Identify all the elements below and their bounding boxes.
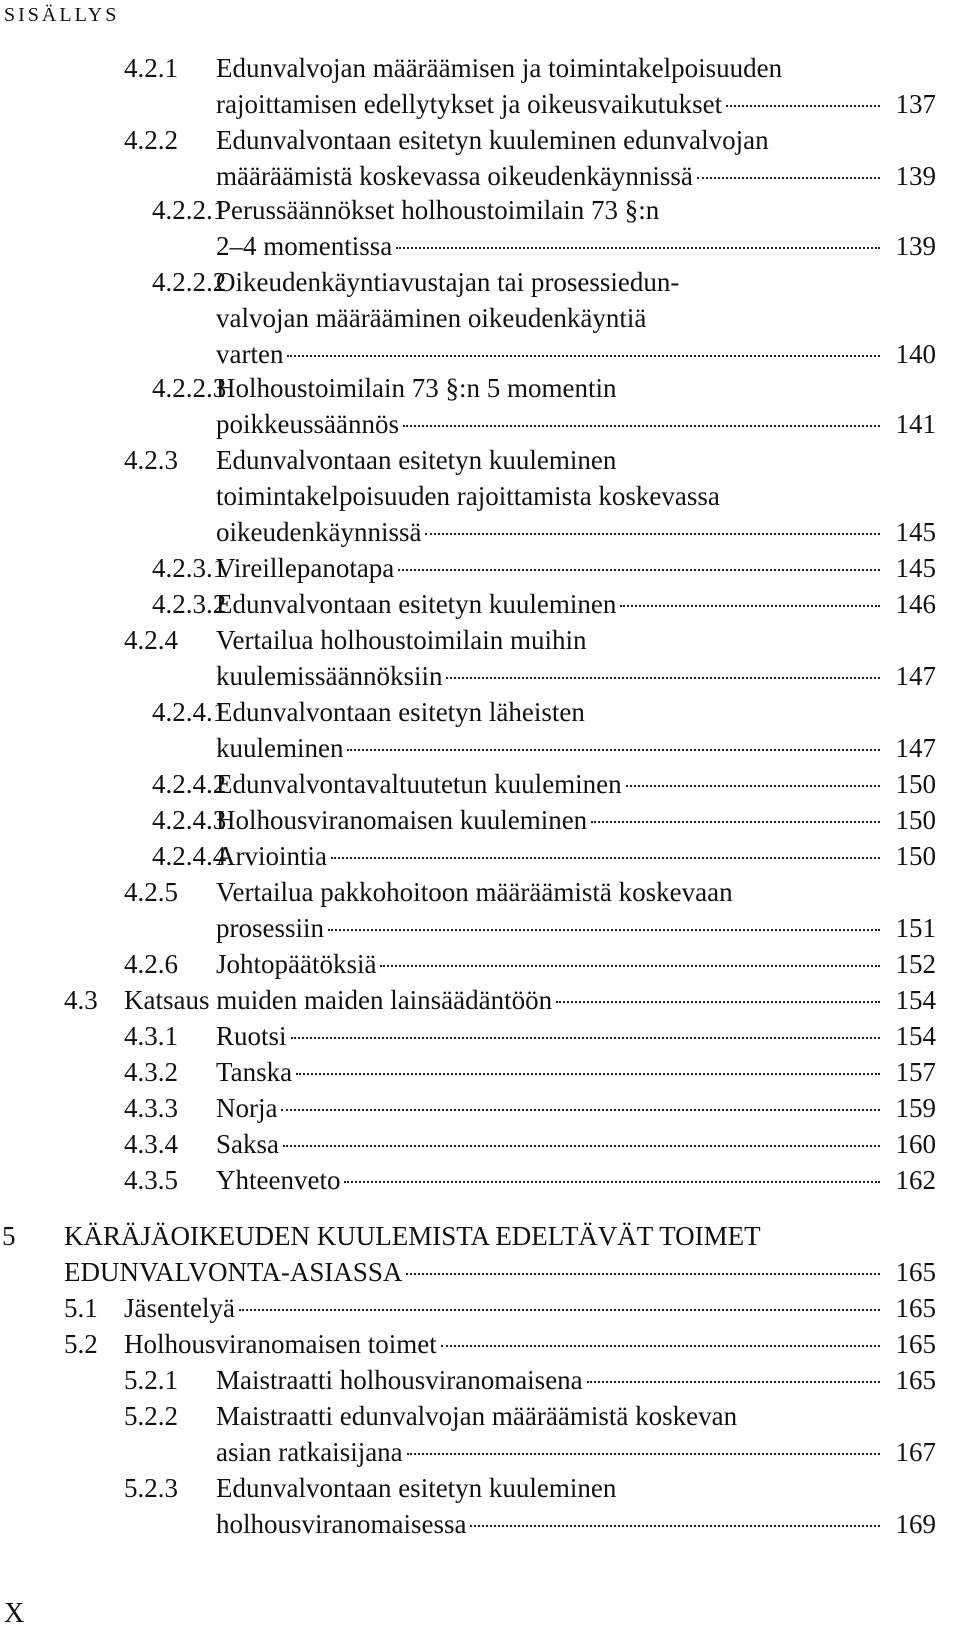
section-number: 4.2.3.1 <box>152 553 227 583</box>
section-title <box>216 50 884 122</box>
title-text: Vireillepanotapa <box>216 553 395 583</box>
dot-leader <box>620 605 880 607</box>
title-text: KÄRÄJÄOIKEUDEN KUULEMISTA EDELTÄVÄT TOIMET <box>64 1221 761 1251</box>
dot-leader <box>347 749 880 751</box>
section-title <box>216 550 884 586</box>
section-title <box>216 946 884 982</box>
dot-leader <box>441 1345 880 1347</box>
page-number: 151 <box>895 913 936 943</box>
title-text: Maistraatti holhousviranomaisena <box>216 1365 583 1395</box>
title-text: Jäsentelyä <box>124 1293 235 1323</box>
title-line <box>216 658 884 694</box>
title-line <box>216 802 884 838</box>
section-title <box>216 1398 884 1470</box>
title-text: rajoittamisen edellytykset ja oikeusvaikutukset <box>216 89 723 119</box>
page-number: 140 <box>895 339 936 369</box>
title-text: Maistraatti edunvalvojan määräämistä koskevan <box>216 1401 738 1431</box>
section-title <box>216 370 884 442</box>
section-number: 5.1 <box>64 1293 98 1323</box>
page-number: 150 <box>895 769 936 799</box>
dot-leader <box>287 355 880 357</box>
title-text: Tanska <box>216 1057 293 1087</box>
section-number: 5.2.3 <box>124 1473 178 1503</box>
title-text: Edunvalvontaan esitetyn läheisten <box>216 697 585 727</box>
title-line <box>216 1162 884 1198</box>
title-line <box>216 586 884 622</box>
title-text: Saksa <box>216 1129 279 1159</box>
title-line <box>216 838 884 874</box>
title-text: valvojan määrääminen oikeudenkäyntiä <box>216 303 647 333</box>
title-line <box>216 300 884 336</box>
section-number: 4.3.5 <box>124 1165 178 1195</box>
section-title <box>124 1290 884 1326</box>
section-title <box>216 1470 884 1542</box>
title-text: oikeudenkäynnissä <box>216 517 422 547</box>
section-title <box>216 802 884 838</box>
title-line <box>216 1126 884 1162</box>
page-number: 157 <box>895 1057 936 1087</box>
page-number: 146 <box>895 589 936 619</box>
title-text: 2–4 momentissa <box>216 231 393 261</box>
section-title <box>216 586 884 622</box>
title-text: poikkeussäännös <box>216 409 399 439</box>
title-text: Vertailua holhoustoimilain muihin <box>216 625 587 655</box>
title-line <box>216 406 884 442</box>
section-number: 5 <box>2 1221 16 1251</box>
title-text: Oikeudenkäyntiavustajan tai prosessiedun- <box>216 267 680 297</box>
title-text: Perussäännökset holhoustoimilain 73 §:n <box>216 195 660 225</box>
title-line <box>216 1018 884 1054</box>
title-text: EDUNVALVONTA-ASIASSA <box>64 1257 403 1287</box>
dot-leader <box>697 177 880 179</box>
section-title <box>216 1126 884 1162</box>
title-line <box>216 228 884 264</box>
dot-leader <box>726 105 880 107</box>
section-number: 4.2.5 <box>124 877 178 907</box>
section-number: 4.3 <box>64 985 98 1015</box>
section-number: 4.3.1 <box>124 1021 178 1051</box>
page-number: 147 <box>895 661 936 691</box>
section-number: 5.2 <box>64 1329 98 1359</box>
title-line <box>216 730 884 766</box>
title-line <box>216 514 884 550</box>
title-text: Ruotsi <box>216 1021 287 1051</box>
title-text: Edunvalvontaan esitetyn kuuleminen edunvalvojan <box>216 125 769 155</box>
section-title <box>216 192 884 264</box>
section-number: 4.2.4 <box>124 625 178 655</box>
dot-leader <box>556 1001 880 1003</box>
dot-leader <box>380 965 880 967</box>
title-text: Vertailua pakkohoitoon määräämistä koskevaan <box>216 877 733 907</box>
page-number: 165 <box>895 1329 936 1359</box>
section-title <box>64 1218 884 1290</box>
page-number: 139 <box>895 231 936 261</box>
dot-leader <box>239 1309 880 1311</box>
section-title <box>216 1054 884 1090</box>
section-title <box>216 1018 884 1054</box>
title-line <box>216 946 884 982</box>
title-text: Edunvalvontaan esitetyn kuuleminen <box>216 445 617 475</box>
dot-leader <box>591 821 880 823</box>
title-line <box>216 122 884 158</box>
dot-leader <box>296 1073 880 1075</box>
page-number: 162 <box>895 1165 936 1195</box>
title-text: prosessiin <box>216 913 324 943</box>
title-text: kuulemissäännöksiin <box>216 661 443 691</box>
section-number: 4.2.2 <box>124 125 178 155</box>
page-number: 154 <box>895 1021 936 1051</box>
dot-leader <box>407 1453 880 1455</box>
page-number: 139 <box>895 161 936 191</box>
title-line <box>216 264 884 300</box>
section-title <box>124 1326 884 1362</box>
title-line <box>216 50 884 86</box>
page-number: 169 <box>895 1509 936 1539</box>
section-number: 4.2.4.3 <box>152 805 227 835</box>
title-line <box>216 874 884 910</box>
page-number-footer: X <box>4 1598 25 1629</box>
section-number: 4.3.2 <box>124 1057 178 1087</box>
title-line <box>216 1398 884 1434</box>
title-text: Katsaus muiden maiden lainsäädäntöön <box>124 985 553 1015</box>
dot-leader <box>398 569 880 571</box>
title-text: kuuleminen <box>216 733 344 763</box>
section-number: 4.2.3.2 <box>152 589 227 619</box>
title-line <box>216 158 884 194</box>
title-text: toimintakelpoisuuden rajoittamista koskevassa <box>216 481 720 511</box>
section-number: 4.2.2.2 <box>152 267 227 297</box>
dot-leader <box>396 247 880 249</box>
section-title <box>124 982 884 1018</box>
page-number: 159 <box>895 1093 936 1123</box>
section-title <box>216 1362 884 1398</box>
section-title <box>216 874 884 946</box>
title-line <box>216 694 884 730</box>
page-number: 145 <box>895 517 936 547</box>
title-line <box>216 1090 884 1126</box>
title-text: Holhousviranomaisen toimet <box>124 1329 437 1359</box>
section-number: 5.2.1 <box>124 1365 178 1395</box>
title-line <box>216 442 884 478</box>
dot-leader <box>328 929 880 931</box>
title-line <box>216 336 884 372</box>
title-text: Edunvalvojan määräämisen ja toimintakelpoisuuden <box>216 53 783 83</box>
title-text: Edunvalvontavaltuutetun kuuleminen <box>216 769 622 799</box>
section-number: 4.3.3 <box>124 1093 178 1123</box>
section-number: 4.2.4.1 <box>152 697 227 727</box>
title-text: Edunvalvontaan esitetyn kuuleminen <box>216 1473 617 1503</box>
page-number: 137 <box>895 89 936 119</box>
title-text: Holhousviranomaisen kuuleminen <box>216 805 588 835</box>
section-title <box>216 122 884 194</box>
title-line <box>64 1218 884 1254</box>
page-number: 167 <box>895 1437 936 1467</box>
title-line <box>124 1326 884 1362</box>
title-text: varten <box>216 339 284 369</box>
section-number: 4.2.2.3 <box>152 373 227 403</box>
running-header: SISÄLLYS <box>4 4 120 26</box>
title-line <box>216 1506 884 1542</box>
dot-leader <box>283 1145 880 1147</box>
page-number: 141 <box>895 409 936 439</box>
dot-leader <box>406 1273 880 1275</box>
title-line <box>216 478 884 514</box>
section-number: 4.2.2.1 <box>152 195 227 225</box>
dot-leader <box>281 1109 880 1111</box>
title-text: määräämistä koskevassa oikeudenkäynnissä <box>216 161 693 191</box>
title-line <box>216 622 884 658</box>
page-number: 145 <box>895 553 936 583</box>
page-number: 147 <box>895 733 936 763</box>
section-title <box>216 1162 884 1198</box>
title-line <box>216 1434 884 1470</box>
section-number: 4.2.1 <box>124 53 178 83</box>
title-text: Johtopäätöksiä <box>216 949 377 979</box>
title-text: Edunvalvontaan esitetyn kuuleminen <box>216 589 617 619</box>
title-line <box>124 982 884 1018</box>
title-text: Holhoustoimilain 73 §:n 5 momentin <box>216 373 617 403</box>
title-line <box>64 1254 884 1290</box>
title-line <box>216 192 884 228</box>
page-number: 165 <box>895 1365 936 1395</box>
title-line <box>216 370 884 406</box>
section-title <box>216 442 884 550</box>
dot-leader <box>626 785 880 787</box>
page-number: 150 <box>895 841 936 871</box>
title-line <box>216 86 884 122</box>
section-title <box>216 766 884 802</box>
page-number: 150 <box>895 805 936 835</box>
title-text: asian ratkaisijana <box>216 1437 403 1467</box>
section-number: 4.3.4 <box>124 1129 178 1159</box>
dot-leader <box>470 1525 880 1527</box>
page-number: 165 <box>895 1293 936 1323</box>
page-number: 160 <box>895 1129 936 1159</box>
title-line <box>216 1054 884 1090</box>
section-title <box>216 838 884 874</box>
title-line <box>124 1290 884 1326</box>
title-line <box>216 910 884 946</box>
title-line <box>216 1470 884 1506</box>
title-text: Norja <box>216 1093 278 1123</box>
section-title <box>216 694 884 766</box>
title-line <box>216 550 884 586</box>
dot-leader <box>291 1037 880 1039</box>
title-line <box>216 1362 884 1398</box>
dot-leader <box>403 425 880 427</box>
page-number: 154 <box>895 985 936 1015</box>
page-number: 152 <box>895 949 936 979</box>
title-text: holhousviranomaisessa <box>216 1509 467 1539</box>
section-number: 5.2.2 <box>124 1401 178 1431</box>
dot-leader <box>446 677 880 679</box>
section-title <box>216 264 884 372</box>
dot-leader <box>344 1181 880 1183</box>
page-number: 165 <box>895 1257 936 1287</box>
dot-leader <box>587 1381 880 1383</box>
section-number: 4.2.4.4 <box>152 841 227 871</box>
title-text: Yhteenveto <box>216 1165 341 1195</box>
dot-leader <box>425 533 880 535</box>
section-title <box>216 622 884 694</box>
title-line <box>216 766 884 802</box>
section-number: 4.2.6 <box>124 949 178 979</box>
section-title <box>216 1090 884 1126</box>
dot-leader <box>331 857 880 859</box>
title-text: Arviointia <box>216 841 327 871</box>
section-number: 4.2.4.2 <box>152 769 227 799</box>
section-number: 4.2.3 <box>124 445 178 475</box>
